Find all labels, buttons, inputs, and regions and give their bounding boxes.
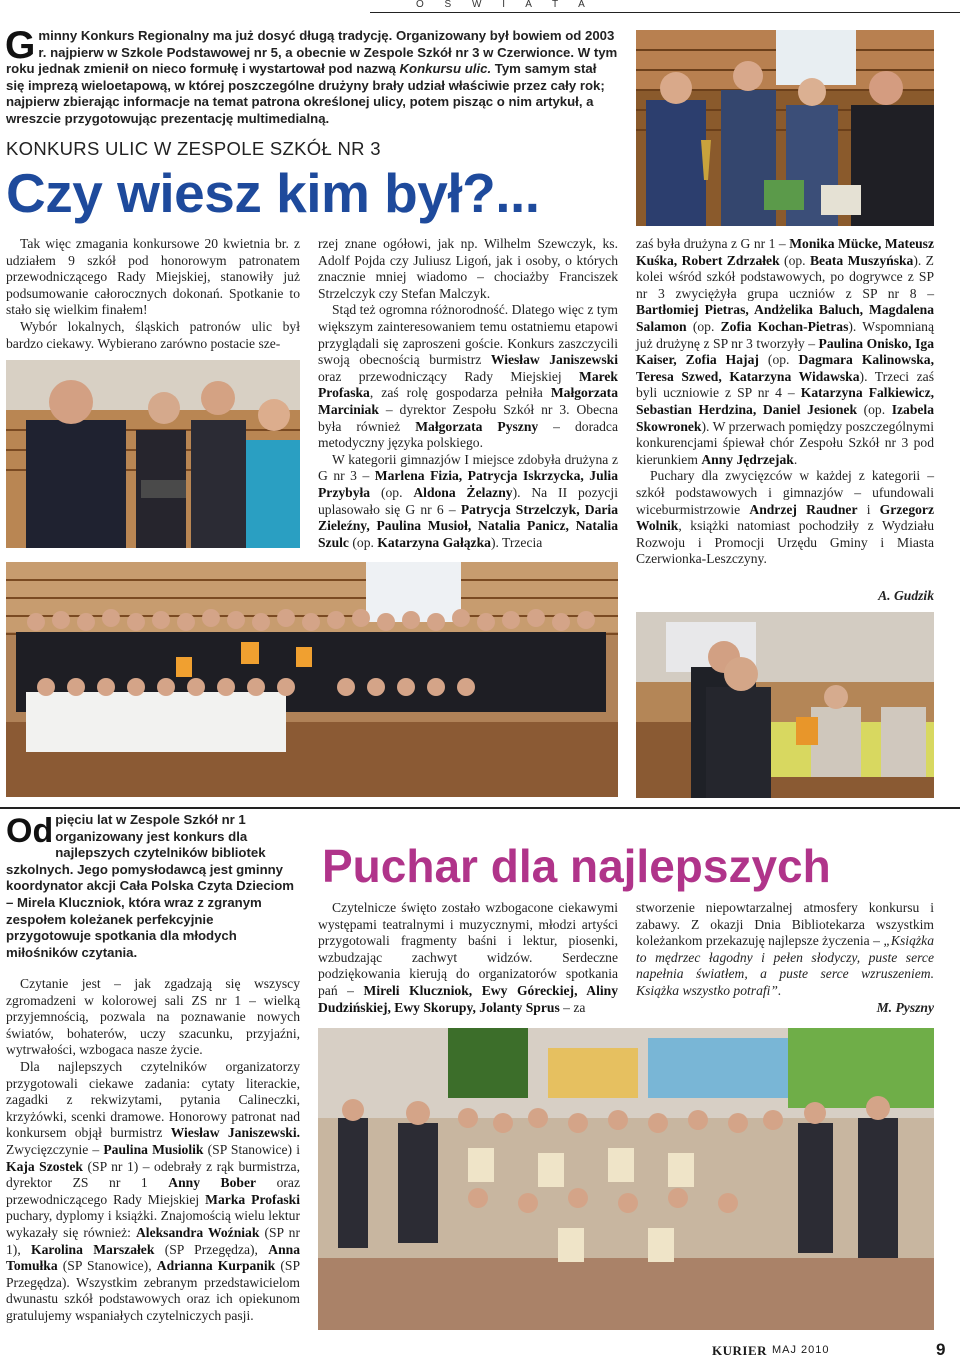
photo-awarding-table [636, 612, 934, 798]
article2-column-1: Czytanie jest – jak zgadzają się wszyscy zgromadzeni w kolorowej sali ZS nr 1 – wielką przyjemnością, pozwala na poznawanie nowych światów, bohaterów, uczy szacunku, przyjaźni, wytrwałości, wzbogaca nasze życie. Dla najlepszych czytelników organizatorzy przygotowali ciekawe zadania: cytaty literackie, zagadki z rekwizytami, pytania Calineczki, krzyżówki, scenki dramowe. Honorowy patronat nad konkursem objął burmistrz Wiesław Janiszewski. Zwycięzczynie – Paulina Musiolik (SP Stanowice) i Kaja Szostek (SP nr 1) – odebrały z rąk burmistrza, dyrektor ZS nr 1 Anny Bober oraz przewodniczącego Rady Miejskiej Marka Profaski puchary, dyplomy i książki. Znajomością wielu lektur wykazały się również: Aleksandra Woźniak (SP nr 1), Karolina Marszałek (SP Przegędza), Anna Tomułka (SP Stanowice), Adrianna Kurpanik (SP Przegędza). Wszystkim zebranym przedstawicielom dwunastu szkół podstawowych oraz ich opiekunom gratulujemy wspaniałych czytelniczych pasji. [6, 976, 301, 1323]
article2-column-3: stworzenie niepowtarzalnej atmosfery konkursu i zabawy. Z okazji Dnia Bibliotekarza wszystkim koleżankom przekazuję najlepsze życzenia – „Książka to mędrzec łagodny i pełen słodyczy, puste serce napełnia światłem, a puste serce wzruszeniem. Książka wszystko potrafi”. [636, 900, 934, 998]
article2-column-2: Czytelnicze święto zostało wzbogacone ciekawymi występami teatralnymi i muzycznymi, młodzi artyści przygotowali fragmenty baśni i lektur, piosenki, wzbudzając zachwyt widzów. Serdeczne podziękowania kierują do organizatorów spotkania pań – Mireli Kluczniok, Ewy Góreckiej, Aliny Dudzińskiej, Ewy Skorupy, Jolanty Sprus – za [318, 900, 618, 1015]
article2-signature: M. Pyszny [876, 1000, 934, 1015]
article2-headline: Puchar dla najlepszych [322, 840, 831, 892]
article-separator [0, 807, 960, 809]
article1-column-3: zaś była drużyna z G nr 1 – Monika Mücke, Mateusz Kuśka, Robert Zdrzałek (op. Beata Muszyńska). Z kolei wśród szkół podstawowych, po dogrywce z SP nr 3 zwyciężyła grupa uczniów z SP nr 8 – Bartłomiej Pietras, Andżelika Baluch, Magdalena Salamon (op. Zofia Kochan-Pietras). Wspomnianą już drużynę z SP nr 3 tworzyły – Paulina Onisko, Iga Kaiser, Zofia Hajaj (op. Dagmara Kalinowska, Teresa Szwed, Katarzyna Widawska). Trzeci zaś byli uczniowie z SP nr 4 – Katarzyna Falkiewicz, Sebastian Herdzina, Daniel Jesionek (op. Izabela Skowronek). W przerwach pomiędzy poszczególnymi konkurencjami śpiewał chór Zespołu Szkół nr 3 pod kierunkiem Anny Jędrzejak. Puchary dla zwycięzców w każdej z kategorii – szkół podstawowych i gimnazjów – ufundowali wiceburmistrzowie Andrzej Raudner i Grzegorz Wolnik, książki natomiast pochodziły z Wydziału Rozwoju i Promocji Urzędu Gminy i Miasta Czerwionka-Leszczyny. [636, 236, 935, 567]
photo-readers-group [318, 1028, 934, 1330]
section-divider [370, 12, 960, 13]
article1-signature: A. Gudzik [878, 588, 934, 603]
article1-lead [5, 24, 618, 128]
section-label: O Ś W I A T A [416, 0, 594, 10]
photo-award-handover [6, 360, 300, 548]
photo-trophy-presentation [636, 30, 934, 226]
photo-group-contest [6, 562, 618, 797]
article1-kicker: KONKURS ULIC W ZESPOLE SZKÓŁ NR 3 [6, 138, 381, 159]
article1-column-2: rzej znane ogółowi, jak np. Wilhelm Szewczyk, ks. Adolf Pojda czy Juliusz Ligoń, jak i osoby, o których znacznie mniej wiadomo – chociażby Franciszek Strzelczyk czy Stefan Malczyk. Stąd też ogromna różnorodność. Dlatego więc z tym większym zainteresowaniem temu ostatniemu etapowi przyglądali się zaproszeni goście. Konkurs zaszczycili swoją obecnością burmistrz Wiesław Janiszewski oraz przewodniczący Rady Miejskiej Marek Profaska, zaś rolę gospodarza pełniła Małgorzata Marciniak – dyrektor Zespołu Szkół nr 3. Obecna była również Małgorzata Pyszny – doradca metodyczny języka polskiego. W kategorii gimnazjów I miejsce zdobyła drużyna z G nr 3 – Marlena Fizia, Patrycja Iskrzycka, Julia Przybyła (op. Aldona Żelazny). Na II pozycji uplasowało się G nr 6 – Patrycja Strzelczyk, Daria Zieleźny, Paulina Musioł, Natalia Panicz, Natalia Szulc (op. Katarzyna Gałązka). Trzecia [318, 236, 618, 550]
footer-date: MAJ 2010 [772, 1344, 830, 1356]
footer-brand: KURIER [712, 1343, 768, 1358]
article2-lead-text: pięciu lat w Zespole Szkół nr 1 organizowany jest konkurs dla najlepszych czytelników bibliotek szkolnych. Jego pomysłodawcą jest gminny koordynator akcji Cała Polska Czyta Dzieciom – Mirela Kluczniok, która wraz z zgranym zespołem koleżanek perfekcyjnie przygotowuje spotkania dla młodych miłośników czytania. [6, 812, 295, 960]
article1-dropcap: G [5, 24, 36, 67]
article1-lead-text: minny Konkurs Regionalny ma już dosyć długą tradycję. Organizowany był bowiem od 2003 r. najpierw w Szkole Podstawowej nr 5, a obecnie w Zespole Szkół nr 3 w Czerwionce. W tym roku jednak zmienił on nieco formułę i wystartował pod nazwą Konkursu ulic. Tym samym stał się imprezą wieloetapową, w której poszczególne drużyny brały udział właściwie przez cały rok; najpierw zbierając informacje na temat patrona określonej ulicy, potem pisząc o nim artykuł, a wreszcie przygotowując prezentację multimedialną. [6, 28, 618, 126]
article1-column-1: Tak więc zmagania konkursowe 20 kwietnia br. z udziałem 9 szkół pod honorowym patronatem przewodniczącego Rady Miejskiej, stanowiły już podsumowanie całorocznych dokonań. Spotkanie to stało się wielkim finałem! Wybór lokalnych, śląskich patronów ulic był bardzo ciekawy. Wybierano zarówno postacie sze- [6, 236, 300, 351]
article1-headline: Czy wiesz kim był?... [6, 162, 540, 224]
article2-lead [6, 812, 300, 961]
page-number: 9 [936, 1340, 946, 1359]
article2-dropcap: Od [6, 812, 54, 850]
